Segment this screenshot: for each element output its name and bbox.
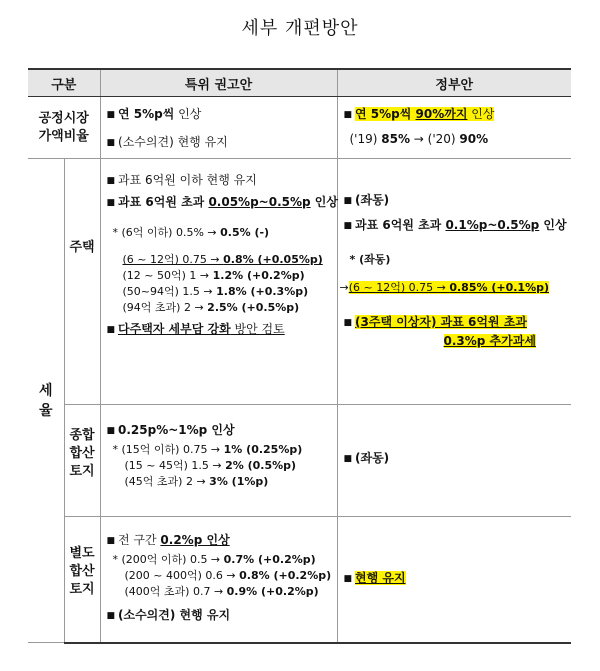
bullet-icon: ■ [343, 196, 353, 206]
list-item: (15 ~ 45억) 1.5 → 2% (0.5%p) [124, 459, 297, 472]
bullet-icon: ■ [106, 110, 116, 120]
page-title: 세부 개편방안 [241, 18, 359, 39]
list-item: * (좌동) [349, 253, 391, 266]
bullet-icon: ■ [343, 110, 353, 120]
bullet-icon: ■ [343, 574, 353, 584]
cell-combined-government [337, 405, 571, 517]
list-item: (12 ~ 50억) 1 → 1.2% (+0.2%p) [122, 269, 305, 282]
cell-fair-government [337, 97, 571, 159]
row-label-fair-market [28, 97, 100, 159]
label-text: 세율 [38, 382, 53, 419]
label-line: 공정시장 [38, 110, 89, 126]
header-committee: 특위 권고안 [100, 69, 337, 97]
list-item: ■ 연 5%p씩 인상 [106, 107, 202, 121]
list-item: ■ (좌동) [343, 451, 390, 465]
row-fair-market-ratio [28, 97, 571, 159]
cell-separate-government [337, 517, 571, 643]
bullet-icon: ■ [106, 536, 116, 546]
bullet-icon: ■ [343, 318, 353, 328]
bullet-icon: ■ [106, 611, 116, 621]
list-item: * (200억 이하) 0.5 → 0.7% (+0.2%p) [112, 553, 316, 566]
policy-table [28, 68, 571, 644]
header-category: 구분 [28, 69, 100, 97]
list-item: ('19) 85% → ('20) 90% [349, 132, 489, 146]
row-separate-land [28, 517, 571, 643]
list-item: (50~94억) 1.5 → 1.8% (+0.3%p) [122, 285, 309, 298]
table-header-row [28, 69, 571, 97]
list-item: ■ 현행 유지 [343, 571, 406, 585]
row-label-housing: 주택 [64, 159, 100, 405]
bullet-icon: ■ [106, 198, 116, 208]
row-combined-land [28, 405, 571, 517]
list-item: ■ (3주택 이상자) 과표 6억원 초과 [343, 315, 527, 329]
list-item: ■ 0.25p%~1%p 인상 [106, 423, 235, 437]
list-item: ■ (소수의견) 현행 유지 [106, 608, 231, 622]
bullet-icon: ■ [343, 221, 353, 231]
row-housing [28, 159, 571, 405]
list-item: ■ (좌동) [343, 193, 390, 207]
list-item: ■ 다주택자 세부담 강화 방안 검토 [106, 322, 285, 336]
label-line: 종합 [69, 428, 95, 443]
header-government: 정부안 [337, 69, 571, 97]
list-item: ■ (소수의견) 현행 유지 [106, 135, 228, 149]
list-item: 0.3%p 추가과세 [443, 334, 536, 348]
label-line: 별도 [69, 546, 95, 561]
label-line: 가액비율 [38, 128, 89, 144]
label-line: 합산 [69, 564, 95, 579]
row-label-separate-land [64, 517, 100, 643]
row-label-combined-land [64, 405, 100, 517]
label-line: 토지 [69, 582, 95, 597]
cell-housing-committee [100, 159, 337, 405]
list-item: (94억 초과) 2 → 2.5% (+0.5%p) [122, 301, 300, 314]
rate-list [107, 252, 337, 316]
label-line: 합산 [69, 446, 95, 461]
cell-combined-committee [100, 405, 337, 517]
cell-fair-committee [100, 97, 337, 159]
label-line: 토지 [69, 464, 95, 479]
list-item: →(6 ~ 12억) 0.75 → 0.85% (+0.1%p) [339, 281, 549, 294]
cell-housing-government [337, 159, 571, 405]
list-item: (400억 초과) 0.7 → 0.9% (+0.2%p) [124, 585, 319, 598]
list-item: ■ 과표 6억원 이하 현행 유지 [106, 173, 257, 187]
list-item: * (6억 이하) 0.5% → 0.5% (-) [112, 226, 270, 239]
list-item: ■ 연 5%p씩 90%까지 인상 [343, 107, 495, 121]
bullet-icon: ■ [106, 176, 116, 186]
list-item: ■ 과표 6억원 초과 0.05%p~0.5%p 인상 [106, 195, 338, 209]
bullet-icon: ■ [106, 138, 116, 148]
list-item: (200 ~ 400억) 0.6 → 0.8% (+0.2%p) [124, 569, 332, 582]
bullet-icon: ■ [106, 426, 116, 436]
bullet-icon: ■ [106, 325, 116, 335]
cell-separate-committee [100, 517, 337, 643]
list-item: (6 ~ 12억) 0.75 → 0.8% (+0.05%p) [122, 253, 323, 266]
list-item: * (15억 이하) 0.75 → 1% (0.25%p) [112, 443, 303, 456]
list-item: (45억 초과) 2 → 3% (1%p) [124, 475, 269, 488]
list-item: ■ 과표 6억원 초과 0.1%p~0.5%p 인상 [343, 218, 567, 232]
list-item: ■ 전 구간 0.2%p 인상 [106, 533, 230, 547]
bullet-icon: ■ [343, 454, 353, 464]
row-label-tax-rate [28, 159, 64, 643]
